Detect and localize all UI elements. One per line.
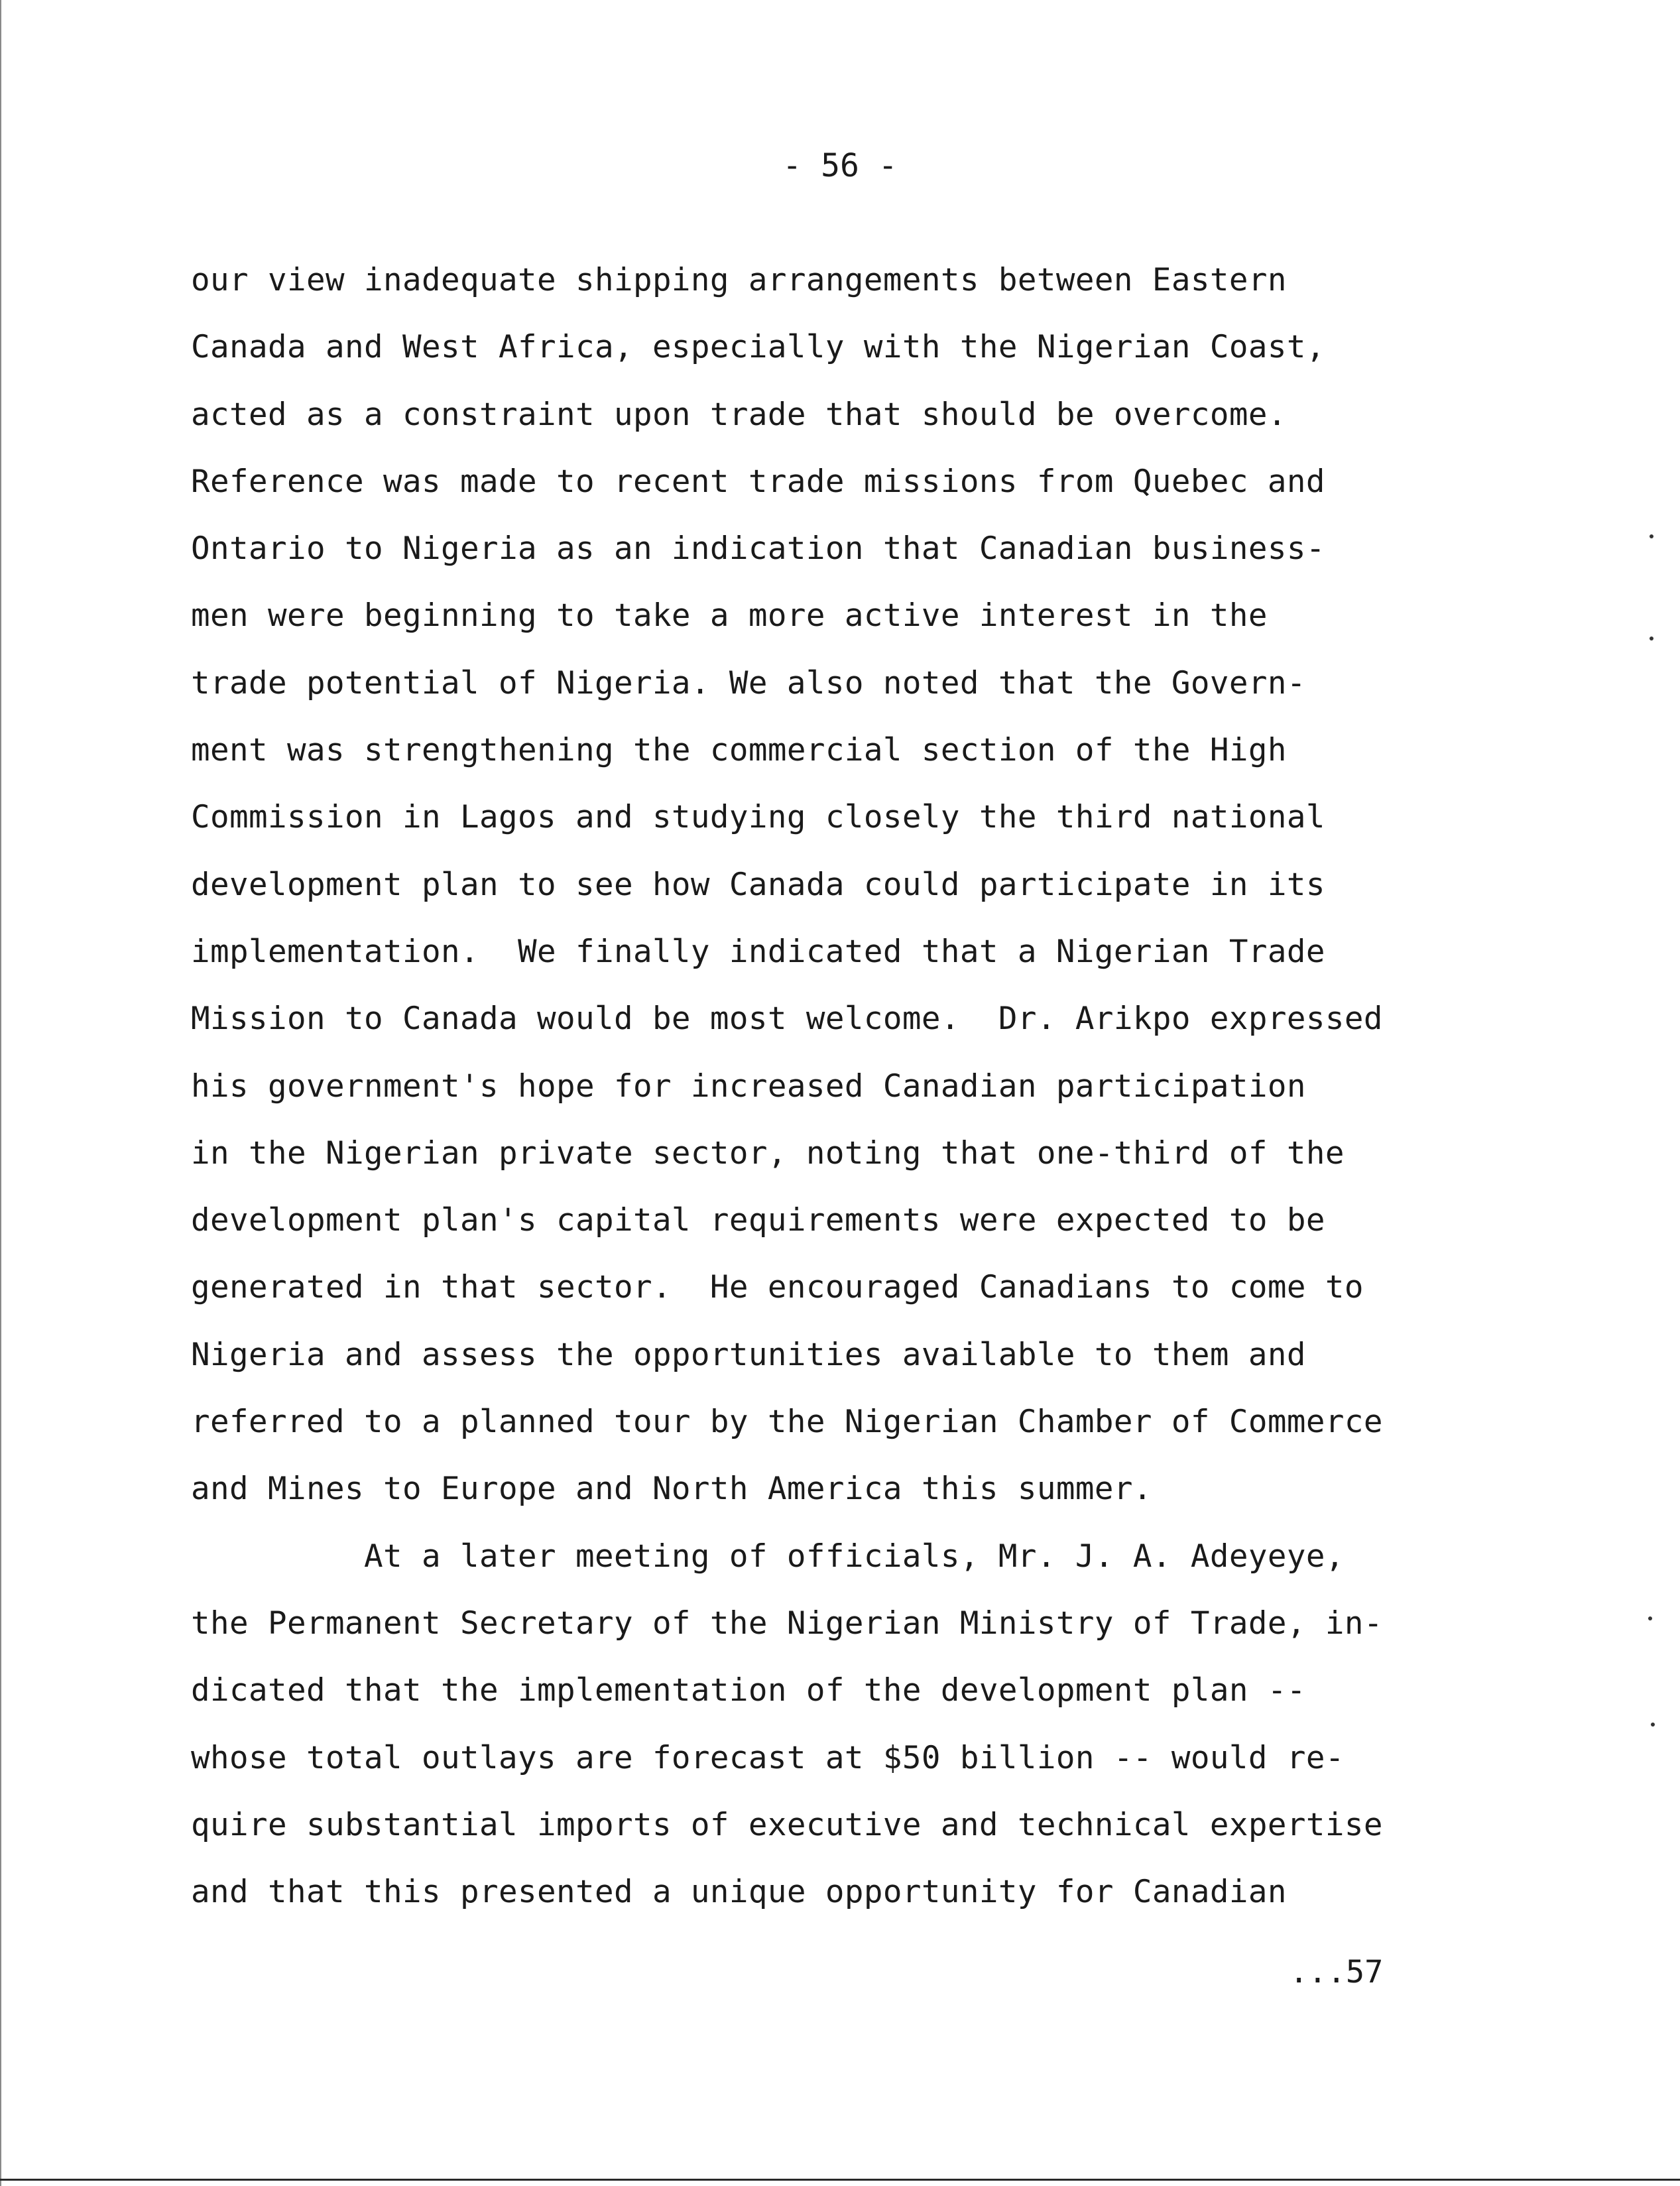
text-line: acted as a constraint upon trade that should be overcome. <box>191 396 1287 433</box>
text-line: the Permanent Secretary of the Nigerian Ministry of Trade, in- <box>191 1605 1383 1642</box>
text-line: in the Nigerian private sector, noting that one-third of the <box>191 1134 1345 1172</box>
text-line: dicated that the implementation of the development plan -- <box>191 1672 1306 1709</box>
scan-speck <box>1650 534 1653 538</box>
text-line: trade potential of Nigeria. We also noted that the Govern- <box>191 664 1306 701</box>
text-line: quire substantial imports of executive and technical expertise <box>191 1806 1383 1843</box>
text-line: his government's hope for increased Canadian participation <box>191 1067 1306 1105</box>
text-line: Nigeria and assess the opportunities available to them and <box>191 1336 1306 1373</box>
text-line: Canada and West Africa, especially with the Nigerian Coast, <box>191 329 1325 366</box>
body-text <box>191 247 1383 1925</box>
text-line: Commission in Lagos and studying closely the third national <box>191 799 1325 836</box>
text-line: men were beginning to take a more active interest in the <box>191 597 1268 635</box>
text-line: At a later meeting of officials, Mr. J. A. Adeyeye, <box>191 1538 1345 1575</box>
scan-speck <box>1648 1616 1652 1620</box>
text-line: implementation. We finally indicated that a Nigerian Trade <box>191 933 1325 970</box>
text-line: and that this presented a unique opportunity for Canadian <box>191 1874 1287 1911</box>
text-line: ment was strengthening the commercial section of the High <box>191 732 1287 769</box>
page-bottom-border <box>0 2179 1680 2181</box>
text-line: referred to a planned tour by the Nigerian Chamber of Commerce <box>191 1404 1383 1441</box>
scan-speck <box>1650 637 1653 640</box>
scan-left-edge <box>0 0 1 2186</box>
page-number: - 56 - <box>782 147 898 184</box>
text-line: whose total outlays are forecast at $50 billion -- would re- <box>191 1739 1345 1776</box>
text-line: Reference was made to recent trade missions from Quebec and <box>191 463 1325 500</box>
text-line: generated in that sector. He encouraged Canadians to come to <box>191 1269 1364 1306</box>
text-line: Mission to Canada would be most welcome. Dr. Arikpo expressed <box>191 1001 1383 1038</box>
continuation-marker: ...57 <box>1290 1954 1384 1990</box>
text-line: development plan to see how Canada could participate in its <box>191 866 1325 903</box>
text-line: our view inadequate shipping arrangements between Eastern <box>191 262 1287 298</box>
text-line: and Mines to Europe and North America this summer. <box>191 1471 1152 1508</box>
text-line: development plan's capital requirements were expected to be <box>191 1202 1325 1239</box>
text-line: Ontario to Nigeria as an indication that Canadian business- <box>191 530 1325 568</box>
scan-speck <box>1651 1723 1655 1727</box>
